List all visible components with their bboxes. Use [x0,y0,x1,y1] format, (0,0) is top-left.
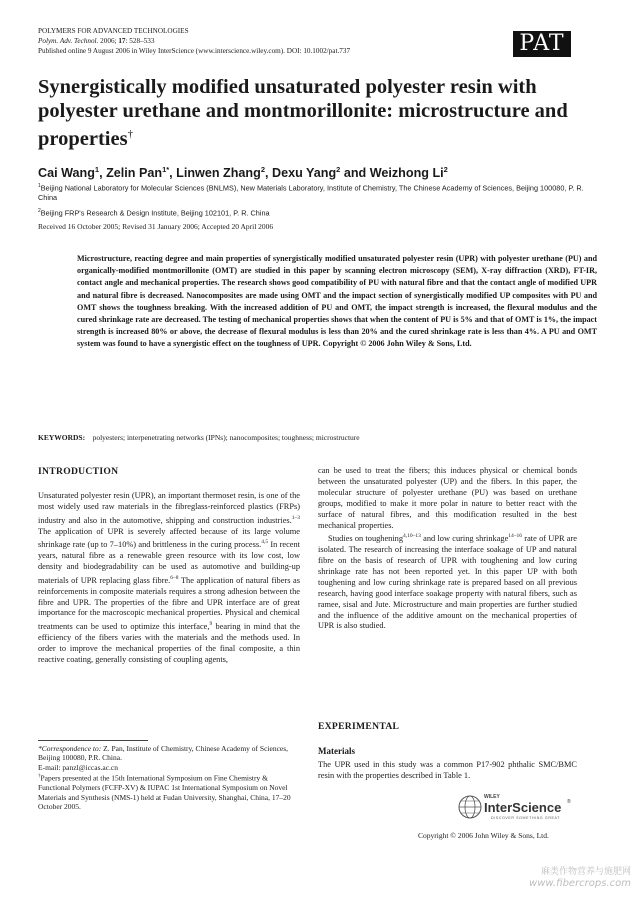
abstract: Microstructure, reacting degree and main properties of synergistically modified unsaturated polyester resin (UPR) with polyester urethane (PU) and organically-modified montmorillonite (OMT) are studied in this paper by scanning electron microscopy (SEM), X-ray diffraction (XRD), FT-IR, contact angle and mechanical properties. The research shows good compatibility of PU with natural fibre and that the contact angle of modified UPR and natural fibre is decreased. Nanocomposites are made using OMT and the impact section of synergistically modified UP composites with PU and OMT shows the toughness breaking. With the increased addition of PU and OMT, the impact strength is increased, the flexural modulus and the cured shrinkage rate are decreased. The testing of mechanical properties shows that when the content of PU is 5% and that of OMT is 1%, the impact strength is increased 80% or above, the decrease of flexural modulus is less than 20% and the cured shrinkage rate is less than 4%. A PU and OMT system was found to have a synergistic effect on the toughness of UPR. Copyright © 2006 John Wiley & Sons, Ltd. [77,254,597,349]
author-affil-mark: 2 [336,165,341,174]
affiliation-text: Beijing National Laboratory for Molecular Sciences (BNLMS), New Materials Laboratory, Institute of Chemistry, The Chinese Academy of Sciences, Beijing 100080, P. R. China [38,183,584,202]
email-line: E-mail: panzl@iccas.ac.cn [38,762,118,772]
site-watermark [505,866,631,890]
introduction-heading: INTRODUCTION [38,466,119,477]
footnotes [38,744,300,811]
introduction-paragraph [38,491,300,666]
affiliation-1 [38,182,598,202]
published-line: Published online 9 August 2006 in Wiley InterScience (www.interscience.wiley.com). DOI: 10.1002/pat.737 [38,47,351,55]
citation-sup: 9 [209,621,213,628]
author-affil-mark: 2 [260,165,265,174]
citation-sup: 4,5 [261,539,269,546]
author-affil-mark: 1* [162,165,170,174]
citation-sup: 1–3 [291,514,300,521]
citation-sup: 6–8 [170,574,179,581]
intro-text: Unsaturated polyester resin (UPR), an important thermoset resin, is one of the most widely used raw materials in the fibreglass-reinforced plastics (FRPs) industry and also in the automotive, shipping and construction industries. [38,491,300,525]
copyright-footer: Copyright © 2006 John Wiley & Sons, Ltd. [418,831,549,840]
correspondence-label: *Correspondence to: [38,744,102,753]
watermark-chinese: 麻类作物营养与施肥网 [540,867,631,877]
keywords [38,433,598,442]
correspondence-text: Z. Pan, Institute of Chemistry, Chinese Academy of Sciences, Beijing 100080, P.R. China. [38,744,289,763]
title-dagger: † [127,128,134,140]
intro-paragraph-2 [318,531,577,632]
author-name: Zelin Pan [106,166,163,181]
citation-year: 2006; [98,37,119,45]
citation-volume: 17 [118,37,126,45]
intro-text: Studies on toughening [328,534,403,544]
author-name: Linwen Zhang [176,166,261,181]
wiley-word: WILEY [484,794,500,800]
intro-continued: can be used to treat the fibers; this induces physical or chemical bonds between the unsaturated polyester (UP) and the fibers. In this paper, the molecular structure of polyester urethane (PU) was based on urethane groups, modified to make it more polar in nature to better react with the surface of natural fibres, and this modification resulted in the best mechanical properties. [318,466,577,530]
author-list: Cai Wang$^1$, Zelin Pan$^{1*}$, Linwen Zhang$^2$, Dexu Yang$^2$ and Weizhong Li$^2$ [38,165,448,181]
author-affil-mark: 1 [94,165,100,174]
author-name: Dexu Yang [271,166,337,181]
interscience-word: InterScience [484,800,562,815]
affiliation-text: Beijing FRP's Research & Design Institute, Beijing 102101, P. R. China [40,208,270,218]
intro-text: The application of UPR is severely affected because of its large volume shrinkage rate (up to 7–10%) and brittleness in the curing process. [38,526,300,550]
intro-text: In recent years, natural fibre as a renewable green resource with its low cost, low density and biodegradability can be used as automotive and building-up materials of UPR replacing glass fibre. [38,540,300,585]
author-affil-mark: 2 [443,165,448,174]
journal-name: POLYMERS FOR ADVANCED TECHNOLOGIES [38,27,189,35]
keywords-label: KEYWORDS: [38,433,86,442]
citation-journal: Polym. Adv. Technol. [38,37,99,45]
intro-text: rate of UPR are isolated. The research of increasing the interface soakage of UP and natural fibre on the basis of research of UPR with toughening and low curing shrinkage rate has not been reported yet. In this paper UP with both toughening and low curing shrinkage rate is prepared based on all previous research, having good interface soakage property with natural fibers, such as ramee, sisal and Jute. Microstructure and main properties are further studied and the influence of the additive amount on the mechanical properties of UPR is also studied. [318,534,577,631]
dagger-text: Papers presented at the 15th International Symposium on Fine Chemistry & Functional Polymers (FCFP-XV) & IUPAC 1st International Symposium on Novel Materials and Synthesis (NMS-1) held at Fudan University, Shanghai, China, 17–20 October 2005. [38,773,291,811]
right-column [318,466,577,632]
citation-sup: 4,10–13 [403,533,421,540]
logo-tagline: DISCOVER SOMETHING GREAT [491,816,561,820]
title-text: Synergistically modified unsaturated polyester resin with polyester urethane and montmorillonite: microstructure and properties [38,76,568,150]
affiliation-mark: 1 [38,183,41,189]
dagger-mark: † [38,774,41,780]
correspondence-note [38,744,300,763]
citation-line [38,37,154,46]
affiliation-2 [38,207,598,218]
author-name: Cai Wang [38,166,95,181]
citation-pages: : 528–533 [125,37,155,45]
authors-and: and [343,166,367,181]
author-name: Weizhong Li [369,166,444,181]
citation-sup: 14–16 [508,533,523,540]
experimental-heading: EXPERIMENTAL [318,721,400,732]
globe-icon [457,794,483,820]
materials-text: The UPR used in this study was a common P17-902 phthalic SMC/BMC resin with the properties described in Table 1. [318,760,577,780]
watermark-url: www.fibercrops.com [529,878,631,889]
pat-logo: PAT [513,31,571,57]
intro-text: and low curing shrinkage [420,534,509,544]
registered-mark: ® [567,799,571,805]
footnote-divider [38,740,148,741]
article-title [38,76,598,151]
intro-text: bearing in mind that the efficiency of the fibers varies with the materials and the methods used. In order to improve the mechanical properties of the final composite, a thin reactive coating, generally consisting of coupling agents, [38,622,301,664]
received-dates: Received 16 October 2005; Revised 31 January 2006; Accepted 20 April 2006 [38,222,274,231]
keywords-text: polyesters; interpenetrating networks (IPNs); nanocomposites; toughness; microstructure [92,433,360,442]
wiley-interscience-logo [455,792,577,826]
dagger-note [38,772,300,811]
intro-text: The application of natural fibers as reinforcements in composite materials requires a strong adhesion between the fibre and UPR. The properties of the fibre and UPR interface are of great importance for the macroscopic mechanical properties. Physical and chemical treatments can be used to optimize this interface, [38,575,300,632]
affiliation-mark: 2 [38,208,41,214]
materials-heading: Materials [318,746,355,756]
